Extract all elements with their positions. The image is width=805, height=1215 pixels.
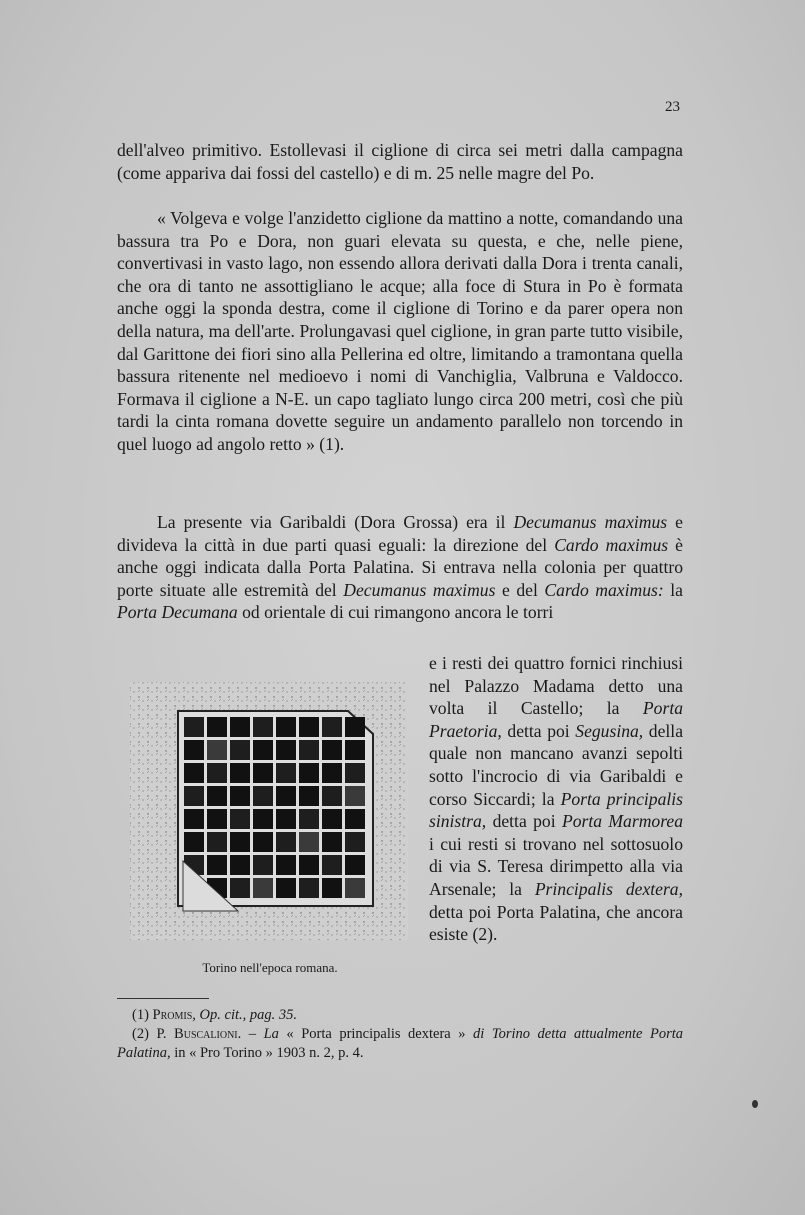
footnote-author: P. Buscalioni. xyxy=(156,1026,242,1042)
footnote-work: di Torino detta attualmente Porta Palatina, xyxy=(117,1026,684,1061)
city-block xyxy=(299,855,319,875)
text-run: La presente via Garibaldi (Dora Grossa) era il xyxy=(157,512,514,532)
city-block xyxy=(207,855,227,875)
city-block xyxy=(253,717,273,737)
text-run: della quale non mancano avanzi sepolti sotto l'incrocio di via Garibaldi e corso Siccardi; la xyxy=(429,720,683,809)
city-block xyxy=(184,740,204,760)
city-block xyxy=(230,855,250,875)
city-block xyxy=(322,878,342,898)
city-block xyxy=(207,809,227,829)
city-block xyxy=(207,717,227,737)
italic-term: Cardo maximus xyxy=(554,534,669,555)
italic-term: Porta Praetoria, xyxy=(429,698,683,741)
footnote-marker: (1) xyxy=(132,1007,149,1023)
text-run: od orientale di cui rimangono ancora le torri xyxy=(237,602,554,623)
quoted-paragraph: « Volgeva e volge l'anzidetto ciglione da mattino a notte, comandando una bassura tra Po e Dora, non guari elevata su questa, e che, nelle piene, convertivasi in vasto lago, non essendo allora derivati dalla Dora i trenta canali, che ora di tanto ne assottigliano le acque; alla foce di Stura in Po è formata anche oggi la sponda destra, come il ciglione di Torino e da parer opera non della natura, ma dell'arte. Prolungavasi quel ciglione, in gran parte tutto visibile, dal Garittone dei fiori sino alla Pellerina ed oltre, limitando a tramontana quella bassura ritenente nel medioevo i nomi di Vanchiglia, Valbruna e Valdocco. Formava il ciglione a N-E. un capo tagliato lungo circa 200 metri, così che più tardi la cinta romana dovette seguire un andamento parallelo non torcendo in quel luogo ad angolo retto » (1). xyxy=(117,208,683,454)
city-block xyxy=(253,786,273,806)
text-run: detta poi Porta Palatina, che ancora esiste (2). xyxy=(429,901,683,945)
text-run: i cui resti si trovano nel sottosuolo di via S. Teresa dirimpetto alla via Arsenale; la xyxy=(429,833,683,899)
footnote-reference: Op. cit., pag. 35. xyxy=(199,1007,298,1023)
footnote-rule xyxy=(117,998,209,999)
city-block xyxy=(345,717,365,737)
italic-term: Porta Marmorea xyxy=(561,811,684,832)
footnote-article: La xyxy=(263,1026,279,1042)
city-block xyxy=(322,832,342,852)
footnote-marker: (2) xyxy=(132,1026,149,1042)
footnote-title: « Porta principalis dextera » xyxy=(286,1026,466,1042)
city-block xyxy=(230,740,250,760)
city-block xyxy=(253,763,273,783)
city-block xyxy=(322,740,342,760)
city-block xyxy=(276,740,296,760)
figure-caption: Torino nell'epoca romana. xyxy=(202,960,338,975)
footnote-author: Promis, xyxy=(152,1007,196,1023)
city-block xyxy=(276,809,296,829)
city-block xyxy=(299,832,319,852)
city-block xyxy=(299,809,319,829)
city-block xyxy=(230,832,250,852)
city-block xyxy=(230,717,250,737)
city-block xyxy=(299,717,319,737)
city-block xyxy=(276,717,296,737)
city-block xyxy=(184,809,204,829)
italic-term: Segusina, xyxy=(575,720,644,741)
city-block xyxy=(345,878,365,898)
city-block xyxy=(299,740,319,760)
city-block xyxy=(184,763,204,783)
city-block xyxy=(253,855,273,875)
city-block xyxy=(207,763,227,783)
city-block xyxy=(299,786,319,806)
italic-term: Cardo maximus: xyxy=(544,579,664,600)
footnote-2 xyxy=(117,1025,683,1063)
italic-term: Porta Decumana xyxy=(117,602,238,623)
footnote-1 xyxy=(117,1006,683,1025)
footnote-publication: in « Pro Torino » 1903 n. 2, p. 4. xyxy=(174,1045,364,1061)
city-block xyxy=(322,717,342,737)
city-block xyxy=(207,832,227,852)
text-run: la xyxy=(663,579,683,600)
city-block xyxy=(276,878,296,898)
city-block xyxy=(253,809,273,829)
text-run: e del xyxy=(495,579,545,600)
city-block xyxy=(345,763,365,783)
roman-turin-map xyxy=(128,676,412,946)
italic-term: Decumanus maximus xyxy=(513,512,668,532)
city-block xyxy=(276,763,296,783)
text-run: detta poi xyxy=(486,811,562,832)
city-block xyxy=(322,809,342,829)
city-block xyxy=(230,809,250,829)
city-block xyxy=(345,786,365,806)
city-block xyxy=(345,855,365,875)
italic-term: Principalis dextera, xyxy=(534,878,684,899)
city-block xyxy=(276,855,296,875)
city-block xyxy=(230,878,250,898)
city-block xyxy=(253,878,273,898)
city-block xyxy=(276,786,296,806)
text-run: detta poi xyxy=(501,720,576,741)
city-block xyxy=(345,832,365,852)
city-block xyxy=(207,786,227,806)
city-block xyxy=(230,763,250,783)
intro-paragraph: dell'alveo primitivo. Estollevasi il ciglione di circa sei metri dalla campagna (come appariva dai fossi del castello) e di m. 25 nelle magre del Po. xyxy=(117,140,683,183)
city-block xyxy=(299,763,319,783)
city-block xyxy=(184,786,204,806)
page-blemish xyxy=(752,1100,758,1108)
italic-term: Decumanus maximus xyxy=(343,579,496,600)
text-run: è anche oggi indicata dalla Porta Palatina. Si entrava nella colonia per quattro porte situate alle estremità del xyxy=(117,534,683,600)
city-block xyxy=(299,878,319,898)
city-block xyxy=(345,809,365,829)
text-run: e divideva la città in due parti quasi eguali: la direzione del xyxy=(117,512,683,555)
city-block xyxy=(322,763,342,783)
city-block xyxy=(207,740,227,760)
city-block xyxy=(345,740,365,760)
city-block xyxy=(276,832,296,852)
city-block xyxy=(230,786,250,806)
page-number: 23 xyxy=(665,99,680,115)
city-block xyxy=(184,832,204,852)
gates-paragraph xyxy=(117,511,683,624)
city-block xyxy=(253,740,273,760)
footnote-dash: – xyxy=(248,1026,257,1042)
city-block xyxy=(322,855,342,875)
city-block xyxy=(184,717,204,737)
gates-paragraph-continued xyxy=(429,652,683,946)
city-block xyxy=(322,786,342,806)
city-block xyxy=(253,832,273,852)
text-run: e i resti dei quattro fornici rinchiusi nel Palazzo Madama detto una volta il Castello; la xyxy=(429,653,683,719)
italic-term: Porta principalis sinistra, xyxy=(429,788,683,832)
